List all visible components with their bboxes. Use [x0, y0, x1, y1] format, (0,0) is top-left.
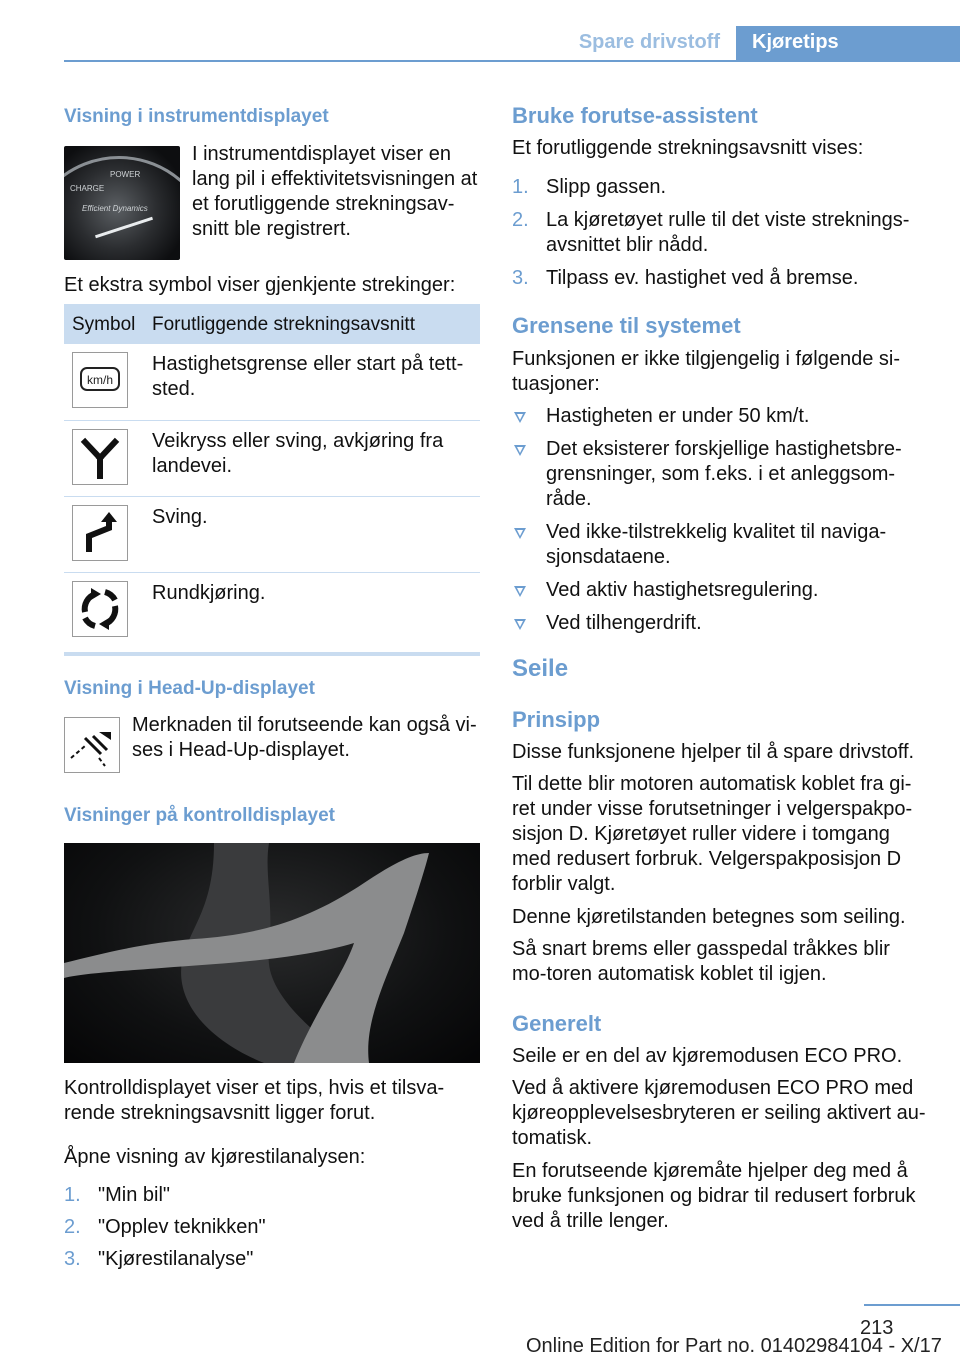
steps-list	[64, 1183, 480, 1279]
triangle-bullet-icon	[514, 412, 526, 423]
triangle-bullet-icon	[514, 528, 526, 539]
grenser-intro: Funksjonen er ikke tilgjengelig i følgende si-tuasjoner:	[512, 348, 900, 395]
triangle-bullet-icon	[514, 619, 526, 630]
table-row	[64, 344, 480, 420]
hud-warning-icon	[64, 717, 120, 773]
symbol-table	[64, 304, 480, 656]
assistent-intro: Et forutliggende strekningsavsnitt vises:	[512, 137, 864, 159]
list-item: 3. Tilpass ev. hastighet ved å bremse.	[512, 267, 859, 289]
heading-prinsipp: Prinsipp	[512, 707, 601, 732]
list-item: Ved ikke-tilstrekkelig kvalitet til naviga-sjonsdataene.	[512, 520, 928, 570]
control-text: Kontrolldisplayet viser et tips, hvis et tilsva-rende strekningsavsnitt ligger forut.	[64, 1077, 445, 1124]
table-row	[64, 420, 480, 496]
triangle-bullet-icon	[514, 586, 526, 597]
list-item: Hastigheten er under 50 km/t.	[512, 404, 928, 429]
footer-rule	[864, 1304, 960, 1306]
instrument-gauge-image: CHARGE POWER Efficient Dynamics	[64, 146, 180, 260]
curve-icon	[72, 505, 128, 561]
list-item: 1. Slipp gassen.	[512, 176, 667, 198]
tab-spare-drivstoff[interactable]: Spare drivstoff	[578, 31, 720, 53]
list-item: 1. "Min bil"	[64, 1184, 170, 1206]
list-item: Ved tilhengerdrift.	[512, 611, 928, 636]
list-item: Det eksisterer forskjellige hastighetsbre-grensninger, som f.eks. i et anleggsom-råde.	[512, 437, 928, 512]
list-item: 3. "Kjørestilanalyse"	[64, 1248, 254, 1270]
table-col-symbol: Symbol	[72, 313, 136, 335]
generelt-p1: Seile er en del av kjøremodusen ECO PRO.	[512, 1045, 903, 1067]
table-row	[64, 572, 480, 654]
table-row	[64, 496, 480, 572]
prinsipp-p3: Denne kjøretilstanden betegnes som seiling.	[512, 906, 906, 928]
prinsipp-p4: Så snart brems eller gasspedal tråkkes blir mo-toren automatisk koblet til igjen.	[512, 938, 890, 985]
heading-hud: Visning i Head-Up-displayet	[64, 678, 315, 699]
tab-kjoretips[interactable]: Kjøretips	[736, 26, 960, 62]
prinsipp-p2: Til dette blir motoren automatisk koblet fra gi-ret under visse forutsetninger i velgerspakpo-sisjon D. Kjøretøyet ruller videre i tomgang med redusert forbruk. Velgerspakposisjon D forblir valgt.	[512, 773, 913, 895]
header-rule	[64, 60, 960, 62]
hud-text: Merknaden til forutseende kan også vi-ses i Head-Up-displayet.	[132, 714, 477, 761]
page-number: 213	[860, 1317, 894, 1339]
row-text: Veikryss eller sving, avkjøring fra landevei.	[144, 420, 480, 496]
page-header	[64, 26, 960, 62]
open-text: Åpne visning av kjørestilanalysen:	[64, 1146, 366, 1168]
heading-seile: Seile	[512, 655, 569, 682]
list-item: 2. "Opplev teknikken"	[64, 1216, 266, 1238]
heading-generelt: Generelt	[512, 1011, 602, 1036]
assistent-steps	[512, 175, 928, 291]
heading-assistent: Bruke forutse-assistent	[512, 103, 758, 128]
instrument-text: I instrumentdisplayet viser en lang pil i effektivitetsvisningen at et forutliggende strekningsav-snitt ble registrert.	[192, 143, 478, 240]
triangle-bullet-icon	[514, 445, 526, 456]
control-display-road-image	[64, 843, 480, 1063]
row-text: Hastighetsgrense eller start på tett-sted.	[144, 344, 480, 420]
list-item: 2. La kjøretøyet rulle til det viste streknings-avsnittet blir nådd.	[512, 209, 910, 256]
extra-symbol-text: Et ekstra symbol viser gjenkjente strekinger:	[64, 274, 456, 296]
junction-icon	[72, 429, 128, 485]
heading-grenser: Grensene til systemet	[512, 313, 741, 338]
heading-control: Visninger på kontrolldisplayet	[64, 805, 335, 826]
speed-limit-icon	[72, 352, 128, 408]
svg-text:km/h: km/h	[86, 373, 114, 387]
row-text: Sving.	[144, 496, 480, 572]
grenser-list	[512, 404, 928, 636]
footer-edition: Online Edition for Part no. 01402984104 - X/17	[526, 1335, 942, 1357]
table-col-strekning: Forutliggende strekningsavsnitt	[152, 313, 415, 335]
roundabout-icon	[72, 581, 128, 637]
list-item: Ved aktiv hastighetsregulering.	[512, 578, 928, 603]
heading-instrument: Visning i instrumentdisplayet	[64, 106, 329, 127]
table-header	[64, 304, 480, 344]
generelt-p3: En forutseende kjøremåte hjelper deg med å bruke funksjonen og bidrar til redusert forbruk ved å trille lenger.	[512, 1160, 916, 1232]
row-text: Rundkjøring.	[144, 572, 480, 654]
prinsipp-p1: Disse funksjonene hjelper til å spare drivstoff.	[512, 741, 915, 763]
generelt-p2: Ved å aktivere kjøremodusen ECO PRO med kjøreopplevelsesbryteren er seiling aktivert au-tomatisk.	[512, 1077, 926, 1149]
